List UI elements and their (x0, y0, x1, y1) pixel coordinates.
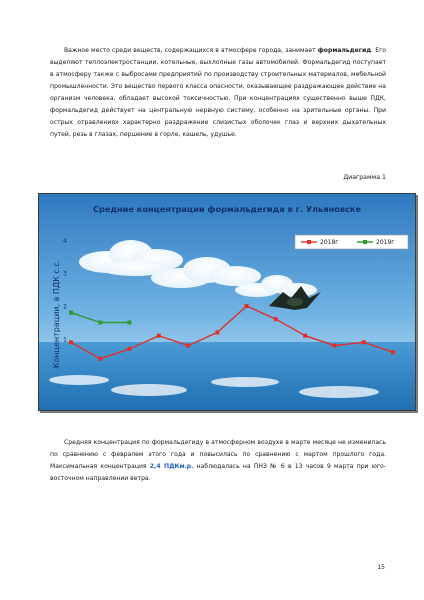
y-tick-label: 1 (63, 336, 67, 344)
formaldehyde-chart (39, 194, 415, 410)
data-point-2019г (69, 311, 73, 315)
data-point-2018г (186, 344, 190, 348)
intro-text-2: . Его выделяют теплоэлектростанции, котельные, выхлопные газы автомобилей. Формальдегид поступает в атмосферу также с выбросами предприятий по производству строительных материалов, мебельной промышленности. Это вещество первого класса опасности, оказывающее раздражающее действие на организм человека, обладает высокой токсичностью. При концентрациях существенно выше ПДК, формальдегид действует на центральную нервную систему, особенно на зрительные органы. При острых отравлениях характерно раздражение слизистых оболочек глаз и верхних дыхательных путей, резь в глазах, першение в горле, кашель, удушье. (50, 47, 386, 138)
diagram-caption: Диаграмма 1 (343, 174, 386, 181)
intro-text-1: Важное место среди веществ, содержащихся в атмосфере города, занимает (64, 47, 318, 54)
data-point-2018г (391, 350, 395, 354)
summary-text-1: Средняя концентрация по формальдегиду в атмосферном воздухе в марте месяце не изменилась по сравнению с февралем этого года и повысилась по сравнению с мартом прошлого года. Максимальная концентрация (50, 439, 386, 470)
y-tick-label: 4 (63, 237, 67, 245)
y-tick-label: 2 (63, 303, 67, 311)
y-tick-label: 3 (63, 270, 67, 278)
data-point-2018г (69, 340, 73, 344)
data-point-2018г (157, 334, 161, 338)
chart-frame (38, 193, 416, 411)
data-point-2018г (332, 344, 336, 348)
legend-label-2018г: 2018г (320, 239, 339, 247)
data-point-2019г (98, 321, 102, 325)
chart-legend (295, 235, 408, 249)
data-point-2019г (128, 321, 132, 325)
data-point-2018г (215, 330, 219, 334)
data-point-2018г (128, 347, 132, 351)
intro-bold-term: формальдегид (317, 47, 372, 54)
max-concentration-value: 2,4 ПДКм.р. (149, 463, 194, 470)
data-point-2018г (98, 357, 102, 361)
data-point-2018г (245, 304, 249, 308)
legend-label-2019г: 2019г (376, 239, 395, 247)
legend-marker-2018г (307, 240, 311, 244)
summary-paragraph (50, 437, 386, 485)
intro-paragraph (50, 45, 386, 145)
data-point-2018г (274, 317, 278, 321)
summary-text-2: наблюдалась на ПНЗ № 6 в 13 часов 9 марта при юго-восточном направлении ветра. (50, 463, 386, 482)
chart-title: Средние концентрации формальдегида в г. Ульяновске (92, 204, 362, 214)
data-point-2018г (362, 340, 366, 344)
y-axis-label: Концентрации, в ПДК с.с. (52, 259, 61, 369)
data-point-2018г (303, 334, 307, 338)
page-number: 15 (377, 564, 385, 571)
legend-marker-2019г (363, 240, 367, 244)
